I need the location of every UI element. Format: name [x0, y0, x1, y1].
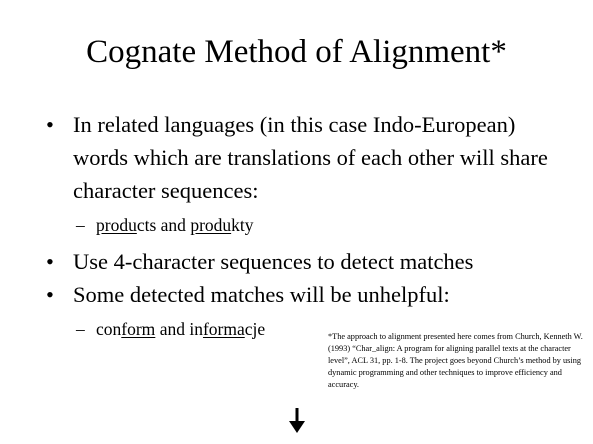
bullet-item-1: [46, 108, 566, 207]
word-suffix: kty: [231, 215, 254, 235]
bullet-text-1: In related languages (in this case Indo-European) words which are translations of each other will share character sequences:: [73, 112, 548, 203]
word-suffix: cts: [136, 215, 157, 235]
bullet-icon: •: [46, 282, 54, 307]
word-prefix: in: [189, 319, 203, 339]
bullet-icon: •: [46, 249, 54, 274]
bullet-list: [46, 108, 566, 341]
sub-bullet-1: [46, 213, 566, 237]
bullet-text-2: Use 4-character sequences to detect matches: [73, 249, 474, 274]
underlined-segment: produ: [96, 215, 137, 235]
dash-icon: –: [76, 215, 85, 235]
down-arrow-icon: [286, 408, 308, 434]
word-suffix: cje: [244, 319, 266, 339]
bullet-text-3: Some detected matches will be unhelpful:: [73, 282, 450, 307]
underlined-segment: form: [121, 319, 156, 339]
slide-title: Cognate Method of Alignment*: [86, 34, 507, 70]
underlined-segment: forma: [202, 319, 245, 339]
connector: and: [156, 215, 191, 235]
footnote: *The approach to alignment presented here comes from Church, Kenneth W. (1993) “Char_align: A program for aligning parallel texts at the character level”, ACL 31, pp. 1-8. The project goes beyond Church’s method by using dynamic programming and other techniques to improve efficiency and accuracy.: [328, 332, 583, 389]
underlined-segment: produ: [190, 215, 232, 235]
connector: and: [155, 319, 190, 339]
word-prefix: con: [96, 319, 122, 339]
dash-icon: –: [76, 319, 85, 339]
bullet-item-2: [46, 245, 566, 278]
bullet-item-3: [46, 278, 566, 311]
bullet-icon: •: [46, 112, 54, 137]
